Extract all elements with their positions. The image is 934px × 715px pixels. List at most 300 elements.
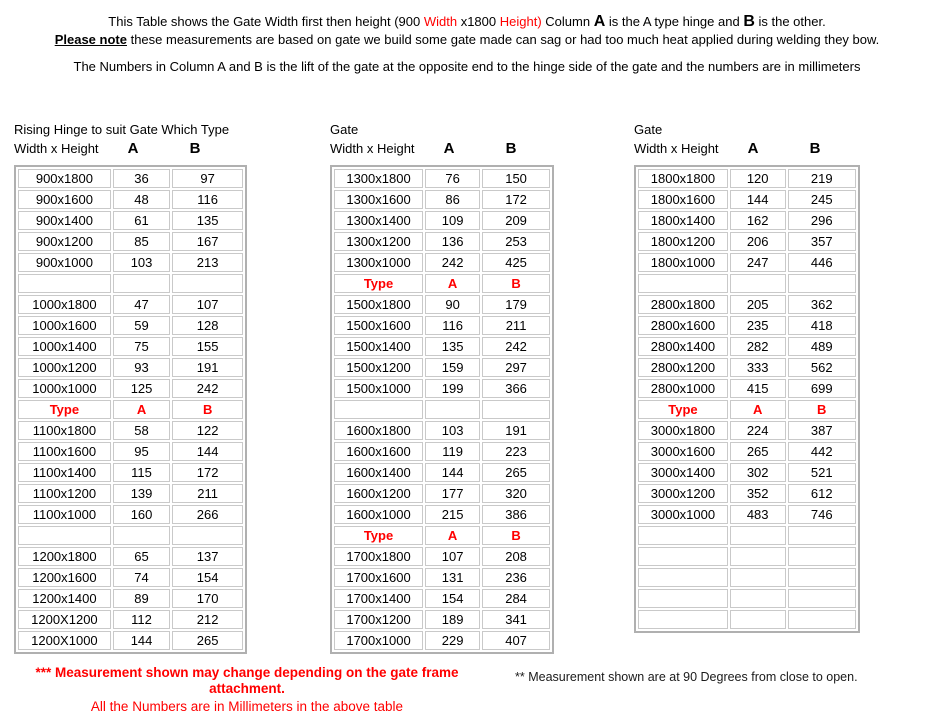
cell: 1500x1600 xyxy=(334,316,423,335)
empty-row xyxy=(638,589,856,608)
cell: 236 xyxy=(482,568,550,587)
cell xyxy=(172,274,243,293)
cell xyxy=(113,274,170,293)
cell: 296 xyxy=(788,211,857,230)
table-row xyxy=(638,379,856,398)
table-row xyxy=(638,253,856,272)
cell: 357 xyxy=(788,232,857,251)
cell: 1700x1800 xyxy=(334,547,423,566)
cell: B xyxy=(482,526,550,545)
cell xyxy=(730,610,786,629)
cell: 1300x1800 xyxy=(334,169,423,188)
cell: 265 xyxy=(730,442,786,461)
cell: A xyxy=(730,400,786,419)
table-row xyxy=(18,505,243,524)
cell: 61 xyxy=(113,211,170,230)
cell: 1300x1000 xyxy=(334,253,423,272)
cell: 137 xyxy=(172,547,243,566)
cell xyxy=(730,274,786,293)
cell: 442 xyxy=(788,442,857,461)
table-row xyxy=(638,358,856,377)
cell: 1800x1800 xyxy=(638,169,728,188)
cell: 1200x1400 xyxy=(18,589,111,608)
footnote-millimeters: All the Numbers are in Millimeters in the above table xyxy=(90,699,404,714)
width-height-header: Width x Height xyxy=(14,141,99,156)
table-row xyxy=(334,442,550,461)
cell: 302 xyxy=(730,463,786,482)
cell: 320 xyxy=(482,484,550,503)
intro-line-1 xyxy=(0,13,934,31)
cell: 208 xyxy=(482,547,550,566)
column-b-header: B xyxy=(189,140,201,157)
cell: 1100x1600 xyxy=(18,442,111,461)
cell: 425 xyxy=(482,253,550,272)
table-row xyxy=(18,190,243,209)
table-row xyxy=(18,253,243,272)
cell: 189 xyxy=(425,610,480,629)
cell: A xyxy=(425,274,480,293)
cell: 74 xyxy=(113,568,170,587)
table-row xyxy=(18,568,243,587)
intro-line-2 xyxy=(0,31,934,49)
cell xyxy=(18,526,111,545)
table-row xyxy=(638,211,856,230)
cell: 107 xyxy=(425,547,480,566)
type-header-row xyxy=(638,400,856,419)
table-title: Gate xyxy=(330,122,359,137)
cell: 1700x1400 xyxy=(334,589,423,608)
table-row xyxy=(334,631,550,650)
footnote-right-90-degrees: ** Measurement shown are at 90 Degrees from close to open. xyxy=(515,670,858,684)
intro-line1-mid2: Column xyxy=(541,14,594,29)
empty-row xyxy=(18,526,243,545)
cell: 900x1600 xyxy=(18,190,111,209)
cell: 265 xyxy=(172,631,243,650)
cell: 2800x1000 xyxy=(638,379,728,398)
cell: 1200X1000 xyxy=(18,631,111,650)
cell: 191 xyxy=(172,358,243,377)
intro-width-word: Width xyxy=(423,14,458,29)
cell: B xyxy=(172,400,243,419)
cell: Type xyxy=(334,274,423,293)
cell xyxy=(730,526,786,545)
cell: 407 xyxy=(482,631,550,650)
cell: 1500x1800 xyxy=(334,295,423,314)
table-group-gate-right xyxy=(634,122,860,633)
column-a-header: A xyxy=(443,140,455,157)
table-group-rising-hinge xyxy=(14,122,247,654)
cell: 235 xyxy=(730,316,786,335)
cell: 282 xyxy=(730,337,786,356)
cell: 144 xyxy=(172,442,243,461)
cell: 1700x1200 xyxy=(334,610,423,629)
empty-row xyxy=(638,547,856,566)
table-row xyxy=(18,295,243,314)
cell: 154 xyxy=(172,568,243,587)
cell: 446 xyxy=(788,253,857,272)
cell: 128 xyxy=(172,316,243,335)
cell: 746 xyxy=(788,505,857,524)
table-row xyxy=(334,463,550,482)
intro-line1-mid3: is the A type hinge and xyxy=(605,14,744,29)
cell: 93 xyxy=(113,358,170,377)
cell: 206 xyxy=(730,232,786,251)
cell: 97 xyxy=(172,169,243,188)
table-row xyxy=(334,421,550,440)
table-row xyxy=(18,316,243,335)
cell: 167 xyxy=(172,232,243,251)
cell: 1100x1000 xyxy=(18,505,111,524)
cell: 242 xyxy=(425,253,480,272)
cell: 36 xyxy=(113,169,170,188)
cell: 1800x1000 xyxy=(638,253,728,272)
table-row xyxy=(18,211,243,230)
cell: 120 xyxy=(730,169,786,188)
cell: 242 xyxy=(172,379,243,398)
cell: 1300x1200 xyxy=(334,232,423,251)
cell: 119 xyxy=(425,442,480,461)
cell: 86 xyxy=(425,190,480,209)
cell: 131 xyxy=(425,568,480,587)
cell: B xyxy=(788,400,857,419)
intro-line1-post: is the other. xyxy=(754,14,826,29)
hinge-table-2 xyxy=(330,165,554,654)
cell xyxy=(113,526,170,545)
intro-b-letter: B xyxy=(743,13,755,30)
table-row xyxy=(334,610,550,629)
cell: 900x1400 xyxy=(18,211,111,230)
column-header-row xyxy=(634,140,860,158)
intro-line1-mid1: x1800 xyxy=(457,14,500,29)
cell: 48 xyxy=(113,190,170,209)
cell xyxy=(425,400,480,419)
footnote-measurement-change: *** Measurement shown may change depending on the gate frame attachment. xyxy=(35,665,459,696)
cell: 1800x1200 xyxy=(638,232,728,251)
intro-a-letter: A xyxy=(593,13,606,30)
cell: 1600x1000 xyxy=(334,505,423,524)
cell: 1500x1400 xyxy=(334,337,423,356)
cell: 1100x1800 xyxy=(18,421,111,440)
table-row xyxy=(638,295,856,314)
cell: 562 xyxy=(788,358,857,377)
table-row xyxy=(18,610,243,629)
footnote-left xyxy=(16,665,478,715)
cell xyxy=(638,547,728,566)
cell: 75 xyxy=(113,337,170,356)
empty-row xyxy=(638,274,856,293)
cell: 1000x1000 xyxy=(18,379,111,398)
cell xyxy=(638,274,728,293)
cell: 115 xyxy=(113,463,170,482)
intro-height-word: Height) xyxy=(499,14,542,29)
cell: 333 xyxy=(730,358,786,377)
table-row xyxy=(334,358,550,377)
cell: 3000x1800 xyxy=(638,421,728,440)
table-row xyxy=(638,190,856,209)
table-row xyxy=(18,589,243,608)
cell: 418 xyxy=(788,316,857,335)
table-row xyxy=(334,295,550,314)
cell: 191 xyxy=(482,421,550,440)
intro-text-block xyxy=(0,13,934,76)
cell: 1500x1200 xyxy=(334,358,423,377)
cell: 483 xyxy=(730,505,786,524)
cell: 3000x1600 xyxy=(638,442,728,461)
column-a-header: A xyxy=(127,140,139,157)
cell xyxy=(788,568,857,587)
table-row xyxy=(18,547,243,566)
empty-row xyxy=(638,610,856,629)
cell: 900x1000 xyxy=(18,253,111,272)
type-header-row xyxy=(334,274,550,293)
cell: 284 xyxy=(482,589,550,608)
table-row xyxy=(334,547,550,566)
cell: 386 xyxy=(482,505,550,524)
intro-line2-rest: these measurements are based on gate we build some gate made can sag or had too much heat applied during welding they bow. xyxy=(126,32,880,47)
width-height-header: Width x Height xyxy=(634,141,719,156)
cell xyxy=(482,400,550,419)
column-b-header: B xyxy=(505,140,517,157)
please-note-label: Please note xyxy=(54,32,127,47)
table-group-gate-middle xyxy=(330,122,554,654)
table-row xyxy=(18,631,243,650)
table-row xyxy=(638,232,856,251)
cell: 1000x1600 xyxy=(18,316,111,335)
column-a-header: A xyxy=(747,140,759,157)
table-row xyxy=(638,463,856,482)
cell: 76 xyxy=(425,169,480,188)
cell xyxy=(788,274,857,293)
table-row xyxy=(18,442,243,461)
table-row xyxy=(18,421,243,440)
cell: 1800x1600 xyxy=(638,190,728,209)
table-title: Gate xyxy=(634,122,663,137)
cell xyxy=(788,589,857,608)
cell: 612 xyxy=(788,484,857,503)
cell: 224 xyxy=(730,421,786,440)
cell: 1600x1600 xyxy=(334,442,423,461)
cell: 144 xyxy=(113,631,170,650)
cell: 1800x1400 xyxy=(638,211,728,230)
cell: 103 xyxy=(425,421,480,440)
cell: Type xyxy=(18,400,111,419)
table-row xyxy=(18,379,243,398)
empty-row xyxy=(18,274,243,293)
cell: 229 xyxy=(425,631,480,650)
cell: 223 xyxy=(482,442,550,461)
cell: B xyxy=(482,274,550,293)
cell: 1000x1400 xyxy=(18,337,111,356)
column-header-row xyxy=(14,140,247,158)
cell: 150 xyxy=(482,169,550,188)
cell xyxy=(730,589,786,608)
cell: 2800x1600 xyxy=(638,316,728,335)
cell: 177 xyxy=(425,484,480,503)
cell: 172 xyxy=(172,463,243,482)
table-row xyxy=(18,358,243,377)
cell: 213 xyxy=(172,253,243,272)
cell: 1300x1400 xyxy=(334,211,423,230)
cell: 242 xyxy=(482,337,550,356)
cell: 1700x1000 xyxy=(334,631,423,650)
table-row xyxy=(638,316,856,335)
cell xyxy=(638,589,728,608)
cell: 247 xyxy=(730,253,786,272)
cell: 253 xyxy=(482,232,550,251)
cell: 47 xyxy=(113,295,170,314)
cell: 297 xyxy=(482,358,550,377)
table-row xyxy=(638,505,856,524)
cell: 900x1800 xyxy=(18,169,111,188)
cell xyxy=(18,274,111,293)
cell: 139 xyxy=(113,484,170,503)
table-row xyxy=(18,463,243,482)
cell: 2800x1200 xyxy=(638,358,728,377)
column-b-header: B xyxy=(809,140,821,157)
cell xyxy=(730,547,786,566)
intro-spacer xyxy=(0,49,934,58)
cell: 107 xyxy=(172,295,243,314)
cell: 266 xyxy=(172,505,243,524)
cell xyxy=(638,610,728,629)
cell xyxy=(788,610,857,629)
cell: 1600x1400 xyxy=(334,463,423,482)
table-row xyxy=(334,169,550,188)
cell: 1200x1800 xyxy=(18,547,111,566)
table-row xyxy=(334,568,550,587)
cell: 135 xyxy=(425,337,480,356)
width-height-header: Width x Height xyxy=(330,141,415,156)
cell: 699 xyxy=(788,379,857,398)
table-row xyxy=(334,211,550,230)
cell xyxy=(334,400,423,419)
column-header-row xyxy=(330,140,554,158)
table-row xyxy=(638,421,856,440)
cell: A xyxy=(425,526,480,545)
cell: 155 xyxy=(172,337,243,356)
cell: 415 xyxy=(730,379,786,398)
cell xyxy=(638,526,728,545)
cell: 1000x1800 xyxy=(18,295,111,314)
cell: 2800x1800 xyxy=(638,295,728,314)
cell: 122 xyxy=(172,421,243,440)
cell: 1300x1600 xyxy=(334,190,423,209)
intro-line1-pre: This Table shows the Gate Width first then height (900 xyxy=(108,14,424,29)
cell: 59 xyxy=(113,316,170,335)
cell: 341 xyxy=(482,610,550,629)
cell: 159 xyxy=(425,358,480,377)
cell: 2800x1400 xyxy=(638,337,728,356)
cell: 245 xyxy=(788,190,857,209)
empty-row xyxy=(638,568,856,587)
cell: 58 xyxy=(113,421,170,440)
cell: 211 xyxy=(482,316,550,335)
hinge-table-3 xyxy=(634,165,860,633)
table-row xyxy=(18,169,243,188)
cell: Type xyxy=(334,526,423,545)
cell xyxy=(788,547,857,566)
cell: 1100x1400 xyxy=(18,463,111,482)
cell: 1600x1200 xyxy=(334,484,423,503)
cell: 144 xyxy=(425,463,480,482)
cell: 162 xyxy=(730,211,786,230)
cell: 65 xyxy=(113,547,170,566)
cell xyxy=(730,568,786,587)
cell: 90 xyxy=(425,295,480,314)
cell: 199 xyxy=(425,379,480,398)
cell: Type xyxy=(638,400,728,419)
cell: 265 xyxy=(482,463,550,482)
empty-row xyxy=(334,400,550,419)
cell: 136 xyxy=(425,232,480,251)
cell: 1700x1600 xyxy=(334,568,423,587)
cell: 1600x1800 xyxy=(334,421,423,440)
cell: 1500x1000 xyxy=(334,379,423,398)
cell: 135 xyxy=(172,211,243,230)
table-row xyxy=(638,169,856,188)
type-header-row xyxy=(18,400,243,419)
cell: 3000x1400 xyxy=(638,463,728,482)
table-row xyxy=(334,337,550,356)
cell: 212 xyxy=(172,610,243,629)
cell: 489 xyxy=(788,337,857,356)
cell: 1100x1200 xyxy=(18,484,111,503)
cell: 179 xyxy=(482,295,550,314)
cell: 154 xyxy=(425,589,480,608)
table-row xyxy=(638,442,856,461)
empty-row xyxy=(638,526,856,545)
cell: 116 xyxy=(172,190,243,209)
cell: 144 xyxy=(730,190,786,209)
cell: 1200X1200 xyxy=(18,610,111,629)
table-row xyxy=(334,316,550,335)
cell: 85 xyxy=(113,232,170,251)
intro-line-3: The Numbers in Column A and B is the lift of the gate at the opposite end to the hinge side of the gate and the numbers are in millimeters xyxy=(73,59,861,74)
table-row xyxy=(18,232,243,251)
table-row xyxy=(334,484,550,503)
cell: 205 xyxy=(730,295,786,314)
table-row xyxy=(334,232,550,251)
table-row xyxy=(334,190,550,209)
table-title: Rising Hinge to suit Gate Which Type xyxy=(14,122,230,137)
cell: 160 xyxy=(113,505,170,524)
cell: 109 xyxy=(425,211,480,230)
cell: 116 xyxy=(425,316,480,335)
cell: 89 xyxy=(113,589,170,608)
cell: 215 xyxy=(425,505,480,524)
cell: 1000x1200 xyxy=(18,358,111,377)
cell: 387 xyxy=(788,421,857,440)
type-header-row xyxy=(334,526,550,545)
cell: 3000x1200 xyxy=(638,484,728,503)
table-row xyxy=(638,484,856,503)
cell: 211 xyxy=(172,484,243,503)
cell: A xyxy=(113,400,170,419)
cell: 219 xyxy=(788,169,857,188)
cell: 521 xyxy=(788,463,857,482)
cell: 362 xyxy=(788,295,857,314)
cell: 366 xyxy=(482,379,550,398)
hinge-table-1 xyxy=(14,165,247,654)
table-row xyxy=(18,484,243,503)
cell: 95 xyxy=(113,442,170,461)
cell xyxy=(172,526,243,545)
cell: 352 xyxy=(730,484,786,503)
cell: 1200x1600 xyxy=(18,568,111,587)
table-row xyxy=(18,337,243,356)
table-row xyxy=(334,379,550,398)
cell xyxy=(788,526,857,545)
